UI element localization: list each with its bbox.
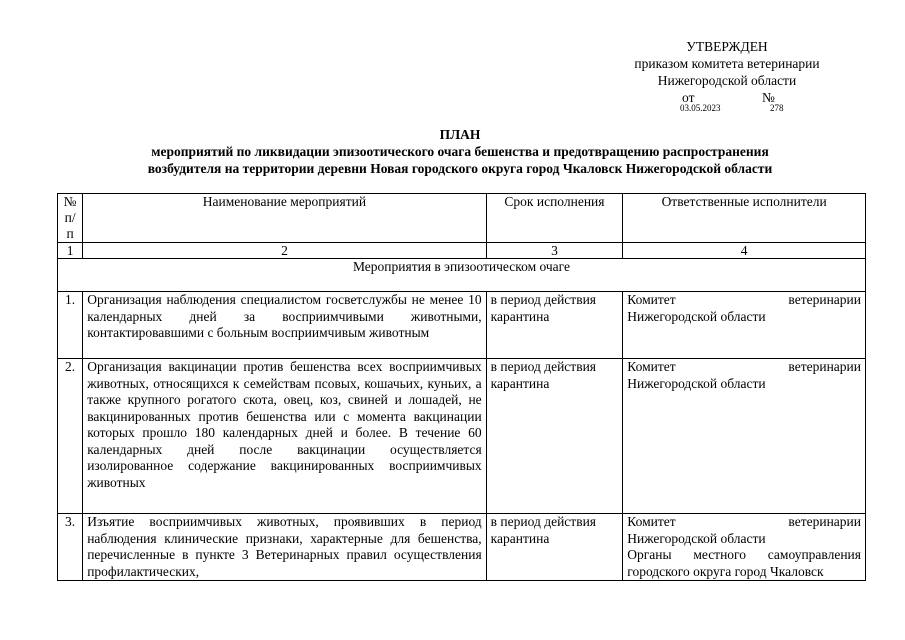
resp-line: Нижегородской области [627,375,766,391]
row-responsible [623,359,866,514]
row-activity: Организация вакцинации против бешенства всех восприимчивых животных, относящихся к семействам псовых, кошачьих, куньих, а также крупного рогатого скота, овец, коз, свиней и лошадей, не вакцинированных против бешенства или с момента вакцинации которых прошло 180 календарных дней и более. В течение 60 календарных дней после вакцинации осуществляется изолированное содержание вакцинированных восприимчивых животных [83,359,486,514]
resp-line: Нижегородской области [627,530,766,546]
doc-subtitle-line2: возбудителя на территории деревни Новая городского округа город Чкаловск Нижегородской области [147,161,773,176]
header-term: Срок исполнения [486,194,623,243]
approval-from-label: от [682,90,695,105]
approval-date: 03.05.2023 [680,103,721,113]
row-activity: Организация наблюдения специалистом госветслужбы не менее 10 календарных дней за восприимчивыми животными, контактировавшими с больным восприимчивым животным [83,292,486,359]
approval-block [612,38,842,113]
row-number: 2. [58,359,83,514]
index-cell: 1 [58,243,83,259]
resp-word: ветеринарии [788,292,861,307]
resp-word: Комитет [627,514,676,529]
row-responsible [623,514,866,581]
resp-word: ветеринарии [788,359,861,374]
row-responsible [623,292,866,359]
approval-date-row [612,89,842,113]
approval-line-region: Нижегородской области [657,73,797,88]
header-number: № п/п [58,194,83,243]
row-term: в период действия карантина [486,514,623,581]
section-row [58,259,866,292]
resp-line: Нижегородской области [627,308,766,324]
doc-heading: ПЛАН [439,127,481,142]
header-name: Наименование мероприятий [83,194,486,243]
resp-word: Комитет [627,359,676,374]
doc-subtitle-line1: мероприятий по ликвидации эпизоотического очага бешенства и предотвращению распространения [151,144,769,159]
table-header-row [58,194,866,243]
resp-line: Органы местного самоуправления городского округа город Чкаловск [627,547,861,579]
header-responsible: Ответственные исполнители [623,194,866,243]
section-title: Мероприятия в эпизоотическом очаге [58,259,866,292]
index-cell: 3 [486,243,623,259]
row-term: в период действия карантина [486,359,623,514]
row-term: в период действия карантина [486,292,623,359]
resp-word: Комитет [627,292,676,307]
row-number: 1. [58,292,83,359]
row-activity: Изъятие восприимчивых животных, проявивших в период наблюдения клинические признаки, характерные для бешенства, перечисленные в пункте 3 Ветеринарных правил осуществления профилактических, [83,514,486,581]
approval-number-label: № [762,90,775,105]
table-row [58,292,866,359]
approval-line-order: приказом комитета ветеринарии [634,56,820,71]
table-row [58,514,866,581]
table-row [58,359,866,514]
index-cell: 4 [623,243,866,259]
plan-table [57,193,866,581]
resp-word: ветеринарии [788,514,861,529]
index-cell: 2 [83,243,486,259]
column-index-row [58,243,866,259]
row-number: 3. [58,514,83,581]
approval-number: 278 [770,103,784,113]
approval-title: УТВЕРЖДЕН [686,39,768,54]
